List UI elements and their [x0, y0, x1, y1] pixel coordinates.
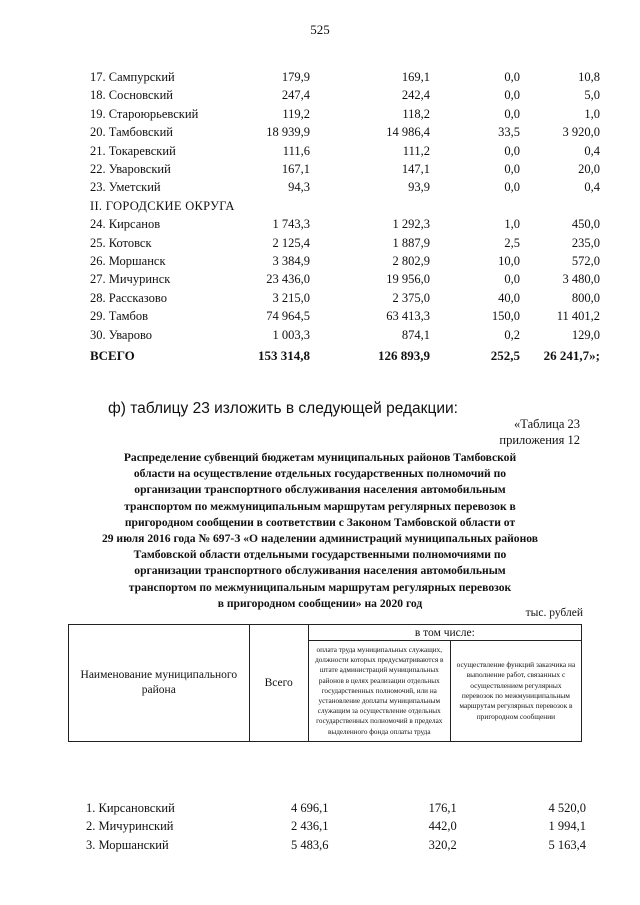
heading-line: в пригородном сообщении» на 2020 год [217, 596, 423, 610]
table-row [90, 252, 600, 270]
cell-value: 33,5 [498, 125, 520, 140]
table-row [90, 270, 600, 288]
row-name: 26. Моршанск [90, 254, 166, 269]
table-row [90, 307, 600, 325]
cell-value: 167,1 [281, 162, 310, 177]
page-number: 525 [310, 22, 330, 37]
cell-value: 0,2 [504, 327, 520, 342]
heading-line: организации транспортного обслуживания населения автомобильным [134, 483, 506, 497]
cell-value: 1 743,3 [272, 217, 310, 232]
cell-value: 450,0 [571, 217, 600, 232]
row-name: 20. Тамбовский [90, 125, 173, 140]
cell-value: 3 920,0 [562, 125, 600, 140]
table-row [86, 836, 586, 854]
cell-value: 10,8 [578, 70, 600, 84]
cell-value: 442,0 [428, 819, 457, 834]
cell-value: 2 375,0 [392, 290, 430, 305]
table-row [90, 215, 600, 233]
cell-value: 3 215,0 [272, 290, 310, 305]
cell-value: 0,4 [584, 180, 600, 195]
row-name: 27. Мичуринск [90, 272, 171, 287]
cell-value: 11 401,2 [556, 309, 600, 324]
cell-value: 3 384,9 [272, 254, 310, 269]
cell-value: 1 292,3 [392, 217, 430, 232]
cell-value: 4 520,0 [548, 801, 586, 815]
total-row [90, 344, 600, 365]
cell-value: 235,0 [571, 235, 600, 250]
table-reference-line: «Таблица 23 [514, 417, 580, 431]
cell-value: 2,5 [504, 235, 520, 250]
row-name: 25. Котовск [90, 235, 152, 250]
cell-value: 150,0 [491, 309, 520, 324]
row-name: 1. Кирсановский [86, 801, 175, 815]
cell-value: 63 413,3 [386, 309, 430, 324]
row-name: 24. Кирсанов [90, 217, 161, 232]
row-name: 22. Уваровский [90, 162, 171, 177]
cell-value: 2 802,9 [392, 254, 430, 269]
cell-value: 23 436,0 [266, 272, 310, 287]
column-header-name: Наименование муниципального района [69, 625, 250, 742]
section-title: II. ГОРОДСКИЕ ОКРУГА [90, 198, 235, 213]
cell-value: 111,2 [402, 143, 430, 158]
cell-value: 2 125,4 [272, 235, 310, 250]
table-row [90, 68, 600, 86]
cell-value: 169,1 [401, 70, 430, 84]
cell-value: 94,3 [288, 180, 310, 195]
heading-line: организации транспортного обслуживания населения автомобильным [134, 564, 506, 578]
cell-value: 572,0 [571, 254, 600, 269]
continuation-table [90, 68, 600, 366]
column-header-total: Всего [249, 625, 308, 742]
cell-value: 874,1 [401, 327, 430, 342]
cell-value: 247,4 [281, 88, 310, 103]
cell-value: 10,0 [498, 254, 520, 269]
table-reference-line: приложения 12 [499, 433, 580, 447]
table-row [90, 160, 600, 178]
table-row [90, 178, 600, 196]
row-name: 28. Рассказово [90, 290, 167, 305]
heading-line: пригородном сообщении в соответствии с Законом Тамбовской области от [124, 515, 516, 529]
cell-value: 19 956,0 [386, 272, 430, 287]
heading-line: 29 июля 2016 года № 697-З «О наделении администраций муниципальных районов [101, 532, 539, 546]
section-header-row [90, 197, 600, 215]
row-name: 19. Староюрьевский [90, 106, 199, 121]
cell-value: 5,0 [584, 88, 600, 103]
row-name: 2. Мичуринский [86, 819, 174, 834]
cell-value: 129,0 [571, 327, 600, 342]
table-row [90, 86, 600, 104]
table-row [90, 234, 600, 252]
units-label: тыс. рублей [525, 607, 583, 619]
table-reference [499, 416, 580, 448]
cell-value: 14 986,4 [386, 125, 430, 140]
cell-value: 0,0 [504, 272, 520, 287]
column-header-including: в том числе: [308, 625, 581, 641]
cell-value: 1 994,1 [548, 819, 586, 834]
table-row [90, 123, 600, 141]
cell-value: 0,0 [504, 162, 520, 177]
column-header-salary: оплата труда муниципальных служащих, должности которых предусматриваются в штате администраций муниципальных районов в целях реализации отдельных государственных полномочий, или на установление доплаты муниципальным служащим за осуществление отдельных государственных полномочий в пределах выделенного фонда оплаты труда [308, 641, 450, 742]
total-value: 252,5 [490, 348, 520, 364]
row-name: 18. Сосновский [90, 88, 173, 103]
heading-line: Распределение субвенций бюджетам муниципальных районов Тамбовской [123, 451, 517, 464]
table-23-body [86, 799, 586, 854]
cell-value: 40,0 [498, 290, 520, 305]
cell-value: 0,0 [504, 70, 520, 84]
cell-value: 0,4 [584, 143, 600, 158]
cell-value: 0,0 [504, 143, 520, 158]
cell-value: 1 887,9 [392, 235, 430, 250]
cell-value: 242,4 [401, 88, 430, 103]
cell-value: 111,6 [282, 143, 310, 158]
cell-value: 176,1 [428, 801, 457, 815]
cell-value: 147,1 [401, 162, 430, 177]
cell-value: 1,0 [504, 217, 520, 232]
row-name: 23. Уметский [90, 180, 161, 195]
table-row [86, 799, 586, 817]
cell-value: 5 163,4 [548, 837, 586, 852]
cell-value: 1,0 [584, 106, 600, 121]
table-row [90, 326, 600, 344]
table-row [90, 289, 600, 307]
heading-line: области на осуществление отдельных государственных полномочий по [133, 467, 507, 481]
cell-value: 0,0 [504, 180, 520, 195]
total-value: 126 893,9 [378, 348, 430, 364]
cell-value: 5 483,6 [291, 837, 329, 852]
cell-value: 93,9 [408, 180, 430, 195]
cell-value: 4 696,1 [291, 801, 329, 815]
table-row [86, 817, 586, 835]
heading-line: транспортом по межмуниципальным маршрутам регулярных перевозок в [124, 499, 516, 513]
total-label: ВСЕГО [90, 348, 135, 364]
table-heading [70, 450, 570, 612]
cell-value: 2 436,1 [291, 819, 329, 834]
cell-value: 18 939,9 [266, 125, 310, 140]
cell-value: 20,0 [578, 162, 600, 177]
row-name: 17. Сампурский [90, 70, 175, 84]
cell-value: 119,2 [282, 106, 310, 121]
table-23-header [68, 624, 582, 742]
heading-line: Тамбовской области отдельными государственными полномочиями по [133, 548, 507, 562]
cell-value: 1 003,3 [272, 327, 310, 342]
cell-value: 179,9 [281, 70, 310, 84]
heading-line: транспортом по межмуниципальным маршрутам регулярных перевозок [128, 580, 512, 594]
cell-value: 118,2 [402, 106, 430, 121]
cell-value: 320,2 [428, 837, 457, 852]
cell-value: 0,0 [504, 106, 520, 121]
row-name: 21. Токаревский [90, 143, 176, 158]
total-value: 153 314,8 [258, 348, 310, 364]
cell-value: 74 964,5 [266, 309, 310, 324]
amendment-instruction: ф) таблицу 23 изложить в следующей редакции: [108, 400, 458, 417]
cell-value: 800,0 [571, 290, 600, 305]
table-row [90, 142, 600, 160]
total-value: 26 241,7»; [543, 348, 600, 364]
table-row [90, 105, 600, 123]
row-name: 29. Тамбов [90, 309, 149, 324]
cell-value: 0,0 [504, 88, 520, 103]
row-name: 30. Уварово [90, 327, 153, 342]
row-name: 3. Моршанский [86, 837, 169, 852]
cell-value: 3 480,0 [562, 272, 600, 287]
column-header-customer-functions: осуществление функций заказчика на выполнение работ, связанных с осуществлением регулярных перевозок по межмуниципальным маршрутам регулярных перевозок в пригородном сообщении [450, 641, 581, 742]
